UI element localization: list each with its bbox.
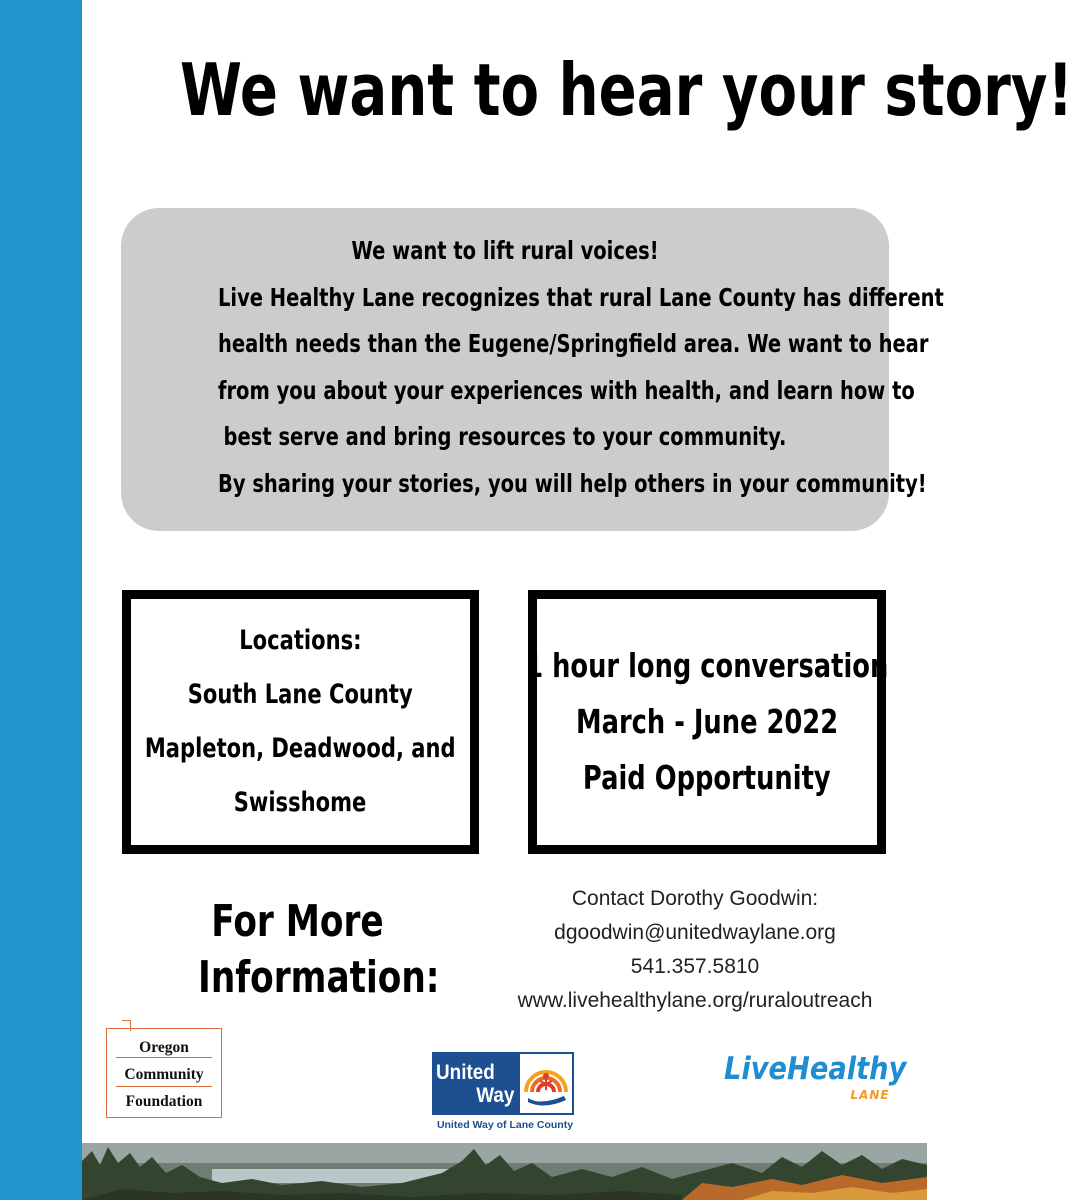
rainbow-hand-icon	[518, 1052, 574, 1115]
united-way-mark	[432, 1052, 574, 1115]
contact-website[interactable]: www.livehealthylane.org/ruraloutreach	[517, 989, 873, 1012]
intro-line: Live Healthy Lane recognizes that rural Lane County has different	[217, 282, 944, 312]
contact-block	[470, 882, 920, 1018]
contact-name: Contact Dorothy Goodwin:	[571, 887, 819, 910]
headline: We want to hear your story!	[179, 48, 1073, 132]
united-way-word: Way	[476, 1083, 515, 1107]
side-stripe	[0, 0, 82, 1200]
ocf-logo-line: Foundation	[125, 1093, 203, 1110]
intro-line: best serve and bring resources to your community.	[223, 422, 787, 451]
oregon-community-foundation-logo	[106, 1020, 222, 1118]
contact-email[interactable]: dgoodwin@unitedwaylane.org	[554, 921, 836, 944]
ocf-logo-line: Community	[124, 1066, 204, 1083]
live-healthy-wordmark: LiveHealthy	[724, 1051, 907, 1087]
details-box	[525, 590, 889, 854]
contact-phone[interactable]: 541.357.5810	[630, 955, 760, 978]
locations-box	[122, 590, 479, 854]
details-line: March - June 2022	[575, 702, 839, 741]
details-line: 1 hour long conversation	[525, 646, 889, 685]
more-info-line: Information:	[198, 952, 440, 1003]
ocf-logo-tick	[122, 1020, 131, 1031]
intro-line: By sharing your stories, you will help others in your community!	[217, 468, 927, 498]
live-healthy-lane-logo	[712, 1040, 912, 1110]
intro-line: from you about your experiences with health, and learn how to	[217, 375, 915, 405]
locations-heading: Locations:	[239, 625, 362, 656]
landscape-photo	[82, 1143, 927, 1200]
live-healthy-lane-sub: LANE	[850, 1088, 890, 1102]
more-info-heading	[170, 894, 440, 1006]
locations-line: Swisshome	[234, 787, 367, 818]
united-way-caption: United Way of Lane County	[436, 1119, 574, 1131]
united-way-word: United	[436, 1060, 495, 1084]
united-way-logo	[432, 1052, 578, 1134]
intro-line: health needs than the Eugene/Springfield area. We want to hear	[217, 329, 929, 358]
locations-line: South Lane County	[188, 679, 413, 710]
intro-box	[121, 208, 944, 531]
more-info-line: For More	[211, 896, 384, 947]
intro-line: We want to lift rural voices!	[351, 236, 659, 265]
ocf-logo-line: Oregon	[139, 1039, 189, 1056]
details-line: Paid Opportunity	[583, 758, 831, 797]
locations-line: Mapleton, Deadwood, and	[145, 733, 456, 764]
